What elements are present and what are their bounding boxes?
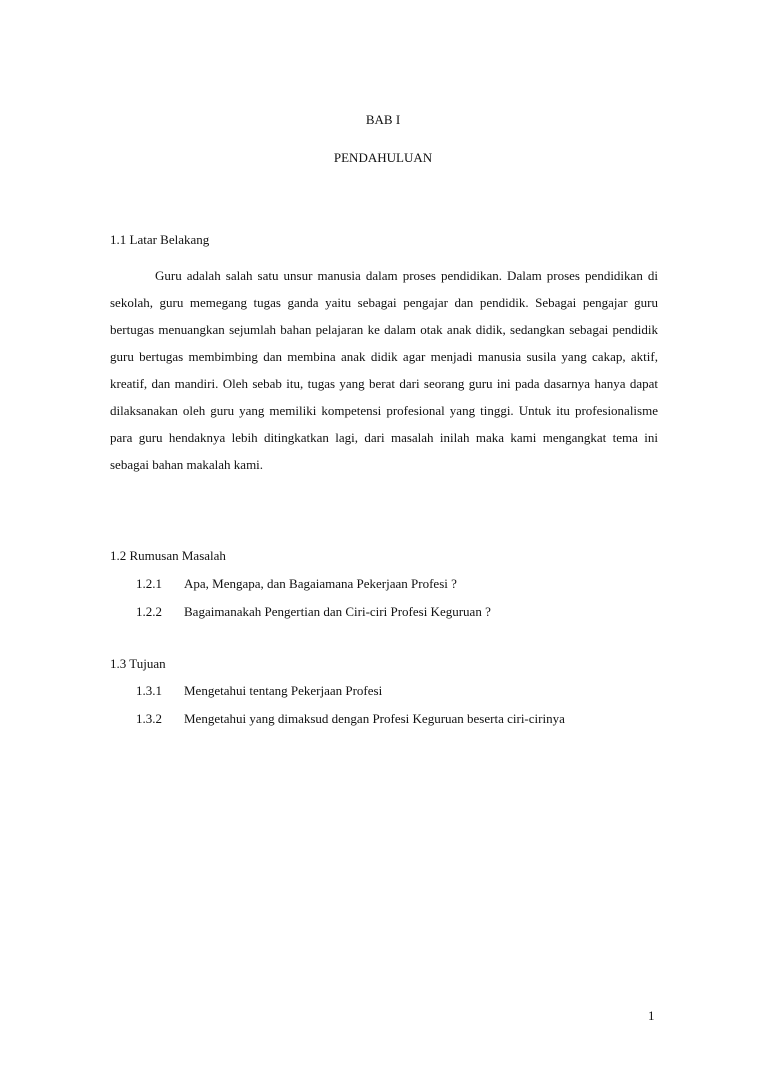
- page-number: 1: [648, 1008, 655, 1023]
- list-item-rumusan-1: [136, 576, 457, 592]
- section-heading-rumusan-masalah: 1.2 Rumusan Masalah: [110, 548, 226, 563]
- list-item-rumusan-2: [136, 604, 491, 620]
- chapter-number: [300, 112, 466, 128]
- list-item-number: 1.3.1: [136, 683, 162, 698]
- section-paragraph-latar-belakang: Guru adalah salah satu unsur manusia dalam proses pendidikan. Dalam proses pendidikan di sekolah, guru memegang tugas ganda yaitu sebagai pengajar dan pendidik. Sebagai pengajar guru bertugas menuangkan sejumlah bahan pelajaran ke dalam otak anak didik, sedangkan sebagai pendidik guru bertugas membimbing dan membina anak didik agar menjadi manusia susila yang cakap, aktif, kreatif, dan mandiri. Oleh sebab itu, tugas yang berat dari seorang guru ini pada dasarnya hanya dapat dilaksanakan oleh guru yang memiliki kompetensi profesional yang tinggi. Untuk itu profesionalisme para guru hendaknya lebih ditingkatkan lagi, dari masalah inilah maka kami mengangkat tema ini sebagai bahan makalah kami.: [110, 268, 658, 472]
- list-item-number: 1.3.2: [136, 711, 162, 726]
- list-item-number: 1.2.1: [136, 576, 162, 591]
- list-item-text: Apa, Mengapa, dan Bagaiamana Pekerjaan Profesi ?: [184, 576, 457, 591]
- chapter-title-text: PENDAHULUAN: [333, 150, 433, 165]
- list-item-tujuan-1: [136, 683, 382, 699]
- list-item-text: Bagaimanakah Pengertian dan Ciri-ciri Profesi Keguruan ?: [184, 604, 491, 619]
- list-item-number: 1.2.2: [136, 604, 162, 619]
- section-heading-latar-belakang: 1.1 Latar Belakang: [110, 232, 210, 247]
- chapter-number-text: BAB I: [365, 112, 401, 127]
- list-item-text: Mengetahui tentang Pekerjaan Profesi: [184, 683, 383, 698]
- section-heading-tujuan: 1.3 Tujuan: [110, 656, 166, 671]
- list-item-tujuan-2: [136, 711, 565, 727]
- chapter-title: [300, 150, 466, 166]
- list-item-text: Mengetahui yang dimaksud dengan Profesi Keguruan beserta ciri-cirinya: [184, 711, 565, 726]
